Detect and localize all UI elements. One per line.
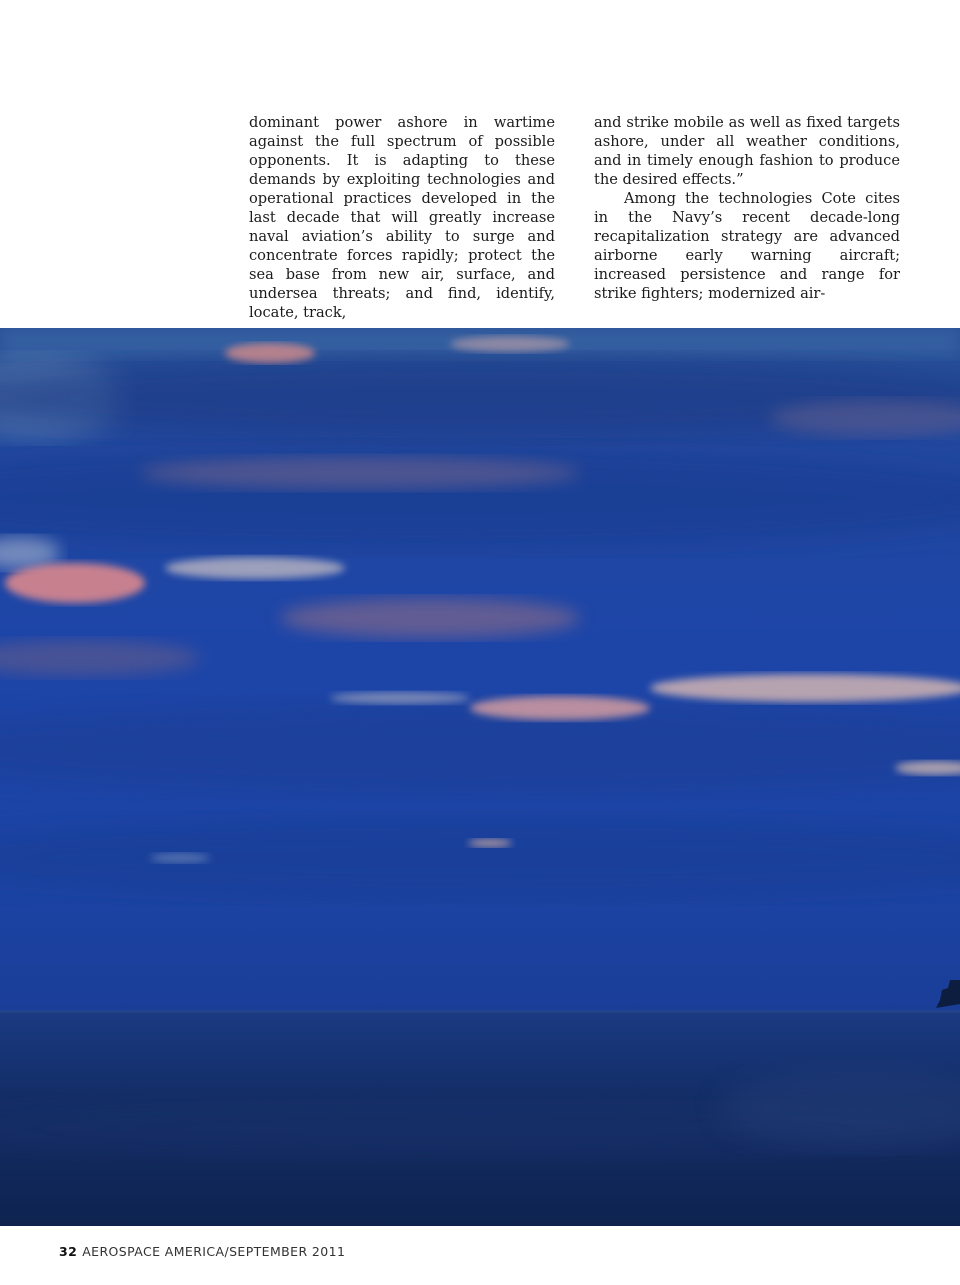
- article-column-right: [594, 114, 900, 304]
- page-number: 32: [59, 1244, 78, 1259]
- article-paragraph: and strike mobile as well as fixed targets ashore, under all weather conditions, and in timely enough fashion to produce the desired effects.”: [594, 114, 900, 188]
- ocean-dusk-photo: [0, 328, 960, 1226]
- article-paragraph: Among the technologies Cote cites in the Navy’s recent decade-long recapitalization strategy are advanced airborne early warning aircraft; increased persistence and range for strike fighters; modernized air-: [594, 189, 900, 302]
- article-paragraph: dominant power ashore in wartime against the full spectrum of possible opponents. It is adapting to these demands by exploiting technologies and operational practices developed in the last decade that will greatly increase naval aviation’s ability to surge and concentrate forces rapidly; protect the sea base from new air, surface, and undersea threats; and find, identify, locate, track,: [249, 114, 555, 321]
- article-column-left: [249, 114, 555, 322]
- publication-line: AEROSPACE AMERICA/SEPTEMBER 2011: [82, 1244, 346, 1259]
- page-footer: [59, 1244, 345, 1259]
